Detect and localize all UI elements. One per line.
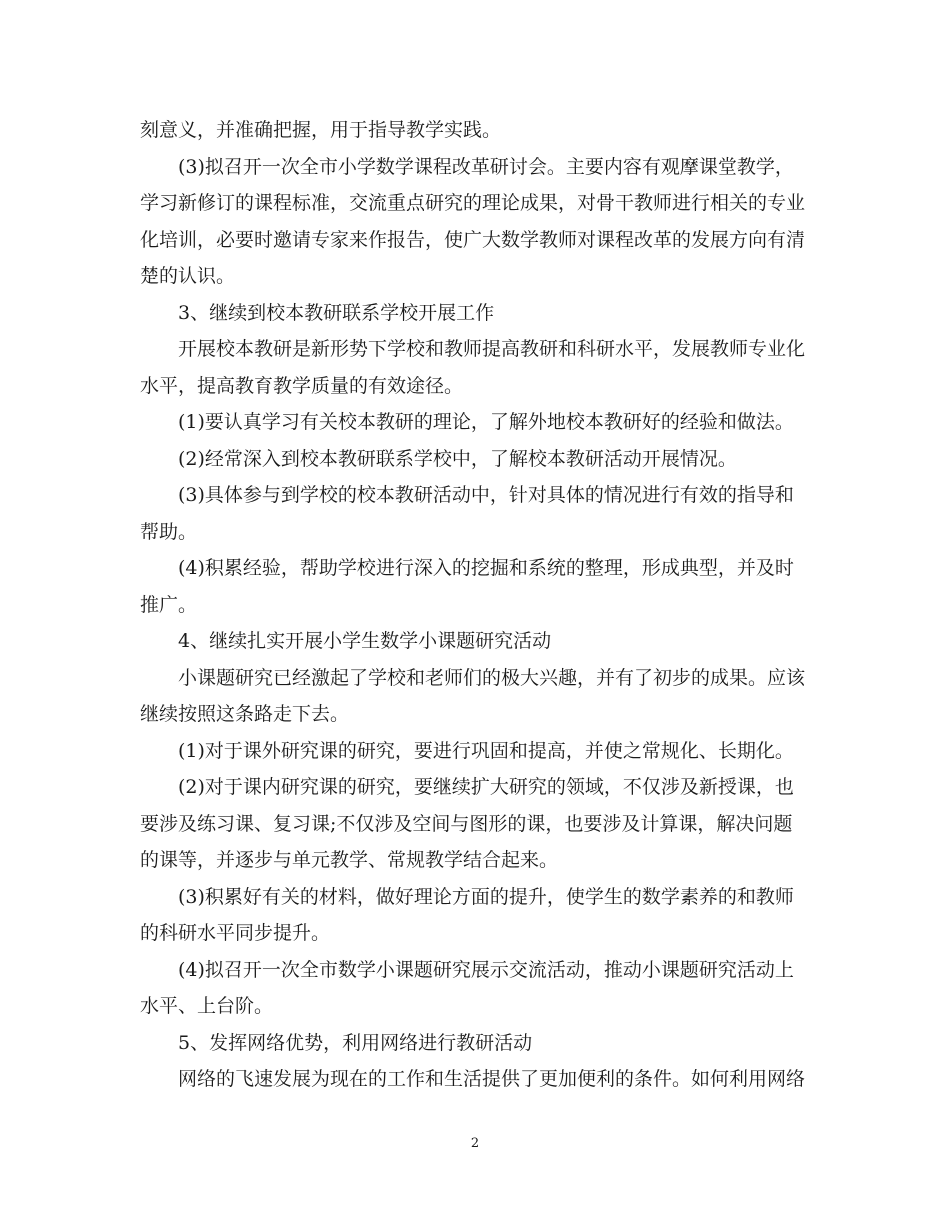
paragraph: 网络的飞速发展为现在的工作和生活提供了更加便利的条件。如何利用网络	[178, 1068, 806, 1090]
list-item: (4)拟召开一次全市数学小课题研究展示交流活动，推动小课题研究活动上水平、上台阶。	[140, 958, 794, 1017]
list-item: (1)对于课外研究课的研究，要进行巩固和提高，并使之常规化、长期化。	[178, 739, 794, 762]
section-heading: 3、继续到校本教研联系学校开展工作	[178, 301, 495, 324]
paragraph: (3)拟召开一次全市小学数学课程改革研讨会。主要内容有观摩课堂教学，学习新修订的课程标准，交流重点研究的理论成果，对骨干教师进行相关的专业化培训，必要时邀请专家来作报告，使广大数学教师对课程改革的发展方向有清楚的认识。	[140, 155, 806, 287]
list-item: (3)具体参与到学校的校本教研活动中，针对具体的情况进行有效的指导和帮助。	[140, 484, 794, 543]
section-heading: 4、继续扎实开展小学生数学小课题研究活动	[178, 630, 552, 652]
paragraph: 开展校本教研是新形势下学校和教师提高教研和科研水平，发展教师专业化水平，提高教育教学质量的有效途径。	[140, 338, 806, 397]
list-item: (2)经常深入到校本教研联系学校中，了解校本教研活动开展情况。	[178, 447, 737, 470]
paragraph: 刻意义，并准确把握，用于指导教学实践。	[140, 119, 502, 141]
list-item: (3)积累好有关的材料，做好理论方面的提升，使学生的数学素养的和教师的科研水平同步提升。	[140, 885, 794, 944]
list-item: (1)要认真学习有关校本教研的理论，了解外地校本教研好的经验和做法。	[178, 411, 794, 433]
page-number: 2	[470, 1136, 480, 1151]
section-heading: 5、发挥网络优势，利用网络进行教研活动	[178, 1031, 533, 1054]
list-item: (4)积累经验，帮助学校进行深入的挖掘和系统的整理，形成典型，并及时推广。	[140, 557, 794, 616]
document-body	[140, 112, 810, 1098]
paragraph: 小课题研究已经激起了学校和老师们的极大兴趣，并有了初步的成果。应该继续按照这条路走下去。	[140, 666, 806, 725]
list-item: (2)对于课内研究课的研究，要继续扩大研究的领域，不仅涉及新授课，也要涉及练习课、复习课;不仅涉及空间与图形的课，也要涉及计算课，解决问题的课等，并逐步与单元教学、常规教学结合起来。	[140, 776, 794, 871]
